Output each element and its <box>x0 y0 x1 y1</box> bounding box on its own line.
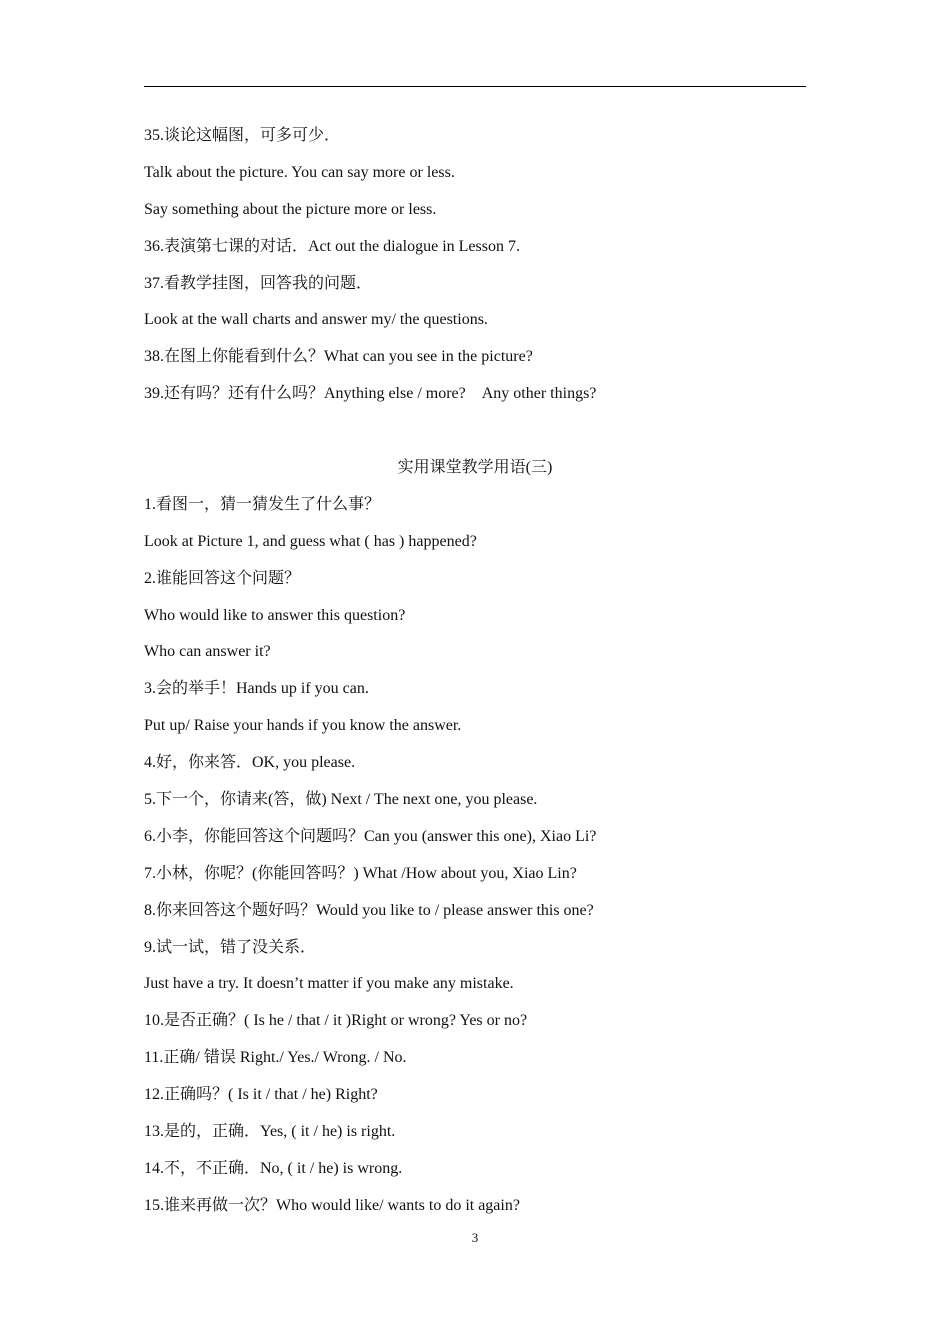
text-line: 36.表演第七课的对话．Act out the dialogue in Lesson 7. <box>144 237 520 255</box>
text-line: 39.还有吗？还有什么吗？Anything else / more? Any other things? <box>144 385 597 403</box>
text-line: 9.试一试，错了没关系． <box>144 938 317 956</box>
text-line: Talk about the picture. You can say more or less. <box>144 163 455 181</box>
text-line: 10.是否正确？( Is he / that / it )Right or wrong? Yes or no? <box>144 1012 528 1030</box>
text-line: 14.不，不正确．No, ( it / he) is wrong. <box>144 1159 403 1177</box>
text-line: 4.好，你来答．OK, you please. <box>144 754 356 772</box>
text-line: 1.看图一，猜一猜发生了什么事？ <box>144 495 381 513</box>
header-rule <box>144 86 806 87</box>
text-line: 37.看教学挂图，回答我的问题． <box>144 274 373 292</box>
text-line: Look at the wall charts and answer my/ the questions. <box>144 311 488 329</box>
text-line: Just have a try. It doesn’t matter if you make any mistake. <box>144 975 514 993</box>
text-line: Look at Picture 1, and guess what ( has ) happened? <box>144 532 477 550</box>
text-line: 5.下一个，你请来(答，做) Next / The next one, you please. <box>144 791 538 809</box>
text-line: Who can answer it? <box>144 643 271 661</box>
text-line: 38.在图上你能看到什么？What can you see in the picture? <box>144 348 533 366</box>
page-number: 3 <box>471 1230 479 1245</box>
text-line: Who would like to answer this question? <box>144 606 406 624</box>
text-line: 3.会的举手！Hands up if you can. <box>144 680 369 698</box>
text-line: 7.小林，你呢？(你能回答吗？) What /How about you, Xiao Lin? <box>144 864 577 882</box>
document-body <box>144 122 806 1229</box>
text-line: 2.谁能回答这个问题？ <box>144 569 301 587</box>
text-line: 12.正确吗？( Is it / that / he) Right? <box>144 1086 378 1104</box>
text-line: 8.你来回答这个题好吗？Would you like to / please answer this one? <box>144 901 594 919</box>
text-line: 11.正确/ 错误 Right./ Yes./ Wrong. / No. <box>144 1049 407 1067</box>
text-line: 13.是的，正确．Yes, ( it / he) is right. <box>144 1123 396 1141</box>
text-line: 15.谁来再做一次？Who would like/ wants to do it again? <box>144 1196 520 1214</box>
text-line: 6.小李，你能回答这个问题吗？Can you (answer this one), Xiao Li? <box>144 827 597 845</box>
text-line: Say something about the picture more or less. <box>144 200 437 218</box>
text-line: Put up/ Raise your hands if you know the answer. <box>144 717 462 735</box>
section-spacer <box>144 417 806 454</box>
section-title: 实用课堂教学用语(三) <box>397 459 553 477</box>
text-line: 35.谈论这幅图，可多可少． <box>144 127 341 144</box>
